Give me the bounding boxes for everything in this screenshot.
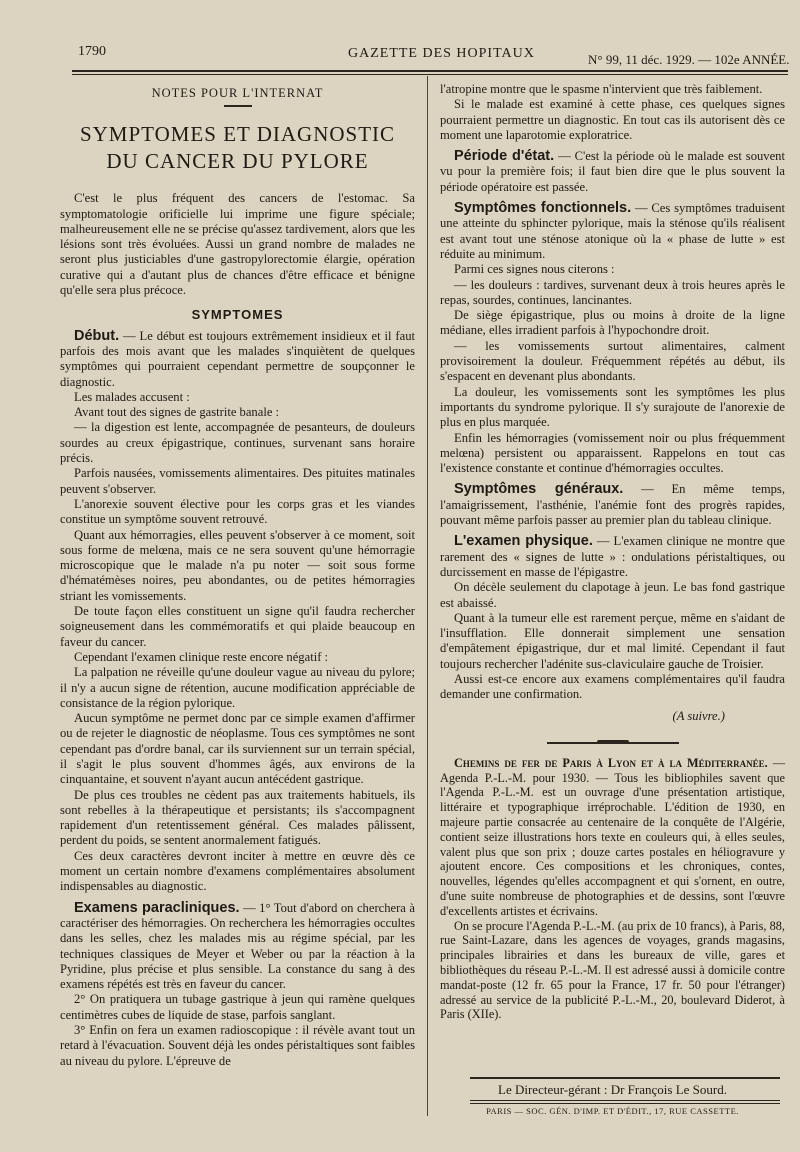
announcement-paragraph-2: On se procure l'Agenda P.-L.-M. (au prix de 10 francs), à Paris, 88, rue Saint-Lazare, dans les agences de voyages, grands magasins, principales librairies et dans les bureaux de ville, gares et bibliothèques du réseau P.-L.-M. Il est adressé aussi à domicile contre mandat-poste (12 fr. 65 pour la France, 17 fr. 50 pour l'étranger) adressé au service de la publicité P.-L.-M., 20, boulevard Diderot, à Paris (XIIe).: [440, 918, 785, 1022]
paragraph: Si le malade est examiné à cette phase, ces quelques signes pourraient permettre un diagnostic. En tout cas ils autorisent dès ce moment une laparotomie exploratrice.: [440, 97, 785, 142]
paragraph-fonctionnels: [440, 201, 785, 262]
paragraph: Aucun symptôme ne permet donc par ce simple examen d'affirmer ou de rejeter le diagnostic de néoplasme. Tous ces symptômes ne sont cependant pas d'ordre banal, car ils surviennent sur un terrain spécial, il s'agit le plus souvent d'hommes âgés, aux environs de la cinquantaine, et souvent n'ayant aucun antécédent gastrique.: [60, 711, 415, 787]
paragraph-examen-physique: [440, 534, 785, 580]
paragraph: La palpation ne réveille qu'une douleur vague au niveau du pylore; il n'y a aucun signe de rétention, aucune modification appréciable de consistance de la région pylorique.: [60, 665, 415, 710]
paragraph: l'atropine montre que le spasme n'intervient que très faiblement.: [440, 82, 763, 96]
intro-paragraph: C'est le plus fréquent des cancers de l'estomac. Sa symptomatologie orificielle lui imprime une figure spéciale; malheureusement elle ne se précise qu'assez tardivement, alors que les lésions sont très évoluées. Aussi un grand nombre de malades ne seront plus justiciables d'une gastropylorectomie élargie, opération curative qui a d'autant plus de chances d'être efficace et bénigne qu'elle sera plus précoce.: [60, 191, 415, 298]
ornamental-divider: [547, 742, 679, 744]
paragraph: La douleur, les vomissements sont les symptômes les plus importants du syndrome pylorique. Il s'y surajoute de l'anorexie de plus en plus marquée.: [440, 384, 785, 430]
text-fonctionnels: — Ces symptômes traduisent une atteinte du sphincter pylorique, mais la sténose qu'ils réalisent est avant tout une sténose atonique où la « phase de lutte » est réduite au minimum.: [440, 201, 786, 261]
paragraph: Ces deux caractères devront inciter à mettre en œuvre dès ce moment un certain nombre d'examens complémentaires absolument indispensables au diagnostic.: [60, 848, 415, 894]
footer-rule: [470, 1077, 780, 1079]
paragraph: Avant tout des signes de gastrite banale :: [74, 405, 280, 420]
paragraph: 2° On pratiquera un tubage gastrique à jeun qui ramène quelques centimètres cubes de liquide de stase, parfois sanglant.: [60, 992, 415, 1022]
column-divider: [427, 76, 428, 1116]
footer-rule-thin: [470, 1100, 780, 1101]
paragraph: De plus ces troubles ne cèdent pas aux traitements habituels, ils sont rebelles à la thérapeutique et persistants; ils s'accompagnent rapidement d'un retentissement général. Ces malades pâlissent, perdent du poids, se sentent anormalement fatigués.: [60, 787, 415, 848]
paragraph: — les douleurs : tardives, survenant deux à trois heures après le repas, sourdes, continues, lancinantes.: [440, 277, 785, 307]
issue-info: N° 99, 11 déc. 1929. — 102e ANNÉE.: [588, 52, 790, 67]
paragraph: 3° Enfin on fera un examen radioscopique : il révèle avant tout un retard à l'évacuation. Souvent déjà les ondes péristaltiques sont faibles au niveau du pylore. L'épreuve de: [60, 1023, 415, 1068]
paragraph: — les vomissements surtout alimentaires, calment provisoirement la douleur. Fréquemment répétés au début, ils s'espacent en devenant plus abondants.: [440, 338, 785, 384]
to-be-continued: (A suivre.): [672, 708, 725, 723]
director-line: Le Directeur-gérant : Dr François Le Sourd.: [498, 1082, 727, 1097]
announcement-paragraph: [440, 756, 785, 919]
lead-fonctionnels: Symptômes fonctionnels.: [454, 200, 632, 217]
paragraph: Quant à la tumeur elle est rarement perçue, même en s'aidant de l'insufflation. Elle donnerait simplement une sensation d'empâtement épigastrique, dur et mal limité. Cependant il faut toujours rechercher l'adénite sus-claviculaire gauche de Troisier.: [440, 610, 785, 671]
paragraph: Quant aux hémorragies, elles peuvent s'observer à ce moment, soit sous forme de melœna, mais ce ne sera souvent qu'une hémorragie microscopique que le malade n'a pu noter — soit sous forme d'hématémèses noires, peu abondantes, ou de petites hémorragies striant les vomissements.: [60, 527, 415, 603]
paragraph: Aussi est-ce encore aux examens complémentaires qu'il faudra demander une confirmation.: [440, 671, 785, 702]
text-periode: — C'est la période où le malade est souvent vu pour la première fois; il faut bien dire que le plus souvent la période opératoire est passée.: [440, 149, 785, 194]
paragraph: De siège épigastrique, plus ou moins à droite de la ligne médiane, elles irradient parfois à l'hypochondre droit.: [440, 308, 785, 338]
paragraph: Cependant l'examen clinique reste encore négatif :: [74, 649, 329, 664]
journal-title: GAZETTE DES HOPITAUX: [348, 46, 535, 61]
printer-line: PARIS — SOC. GÉN. D'IMP. ET D'ÉDIT., 17, RUE CASSETTE.: [486, 1106, 739, 1116]
lead-periode: Période d'état.: [454, 148, 555, 165]
text-examens: — 1° Tout d'abord on cherchera à caractériser des hémorragies. On recherchera les hémorragies occultes dans les selles, chez les malades mis au régime spécial, par les techniques classiques de Meyer et Weber ou par la réaction à la Pyridine, plus précise et plus sensible. La constance du sang à des examens répétés est très en faveur du cancer.: [60, 900, 415, 992]
right-column: [440, 82, 785, 1022]
paragraph: — la digestion est lente, accompagnée de pesanteurs, de douleurs sourdes au creux épigastrique, continues, survenant sans horaire précis.: [60, 420, 415, 466]
header-rule: [72, 70, 788, 72]
header-rule-thin: [72, 74, 788, 75]
paragraph-generaux: [440, 482, 785, 528]
article-title-line1: SYMPTOMES ET DIAGNOSTIC: [79, 122, 396, 147]
paragraph-examens: [60, 901, 415, 993]
title-rule: [224, 105, 252, 107]
section-heading: SYMPTOMES: [191, 307, 284, 323]
paragraph: Parmi ces signes nous citerons :: [454, 262, 615, 277]
announcement-heading: Chemins de fer de Paris à Lyon et à la Méditerranée.: [454, 755, 768, 770]
section-label: NOTES POUR L'INTERNAT: [151, 86, 324, 100]
paragraph: On décèle seulement du clapotage à jeun. Le bas fond gastrique est abaissé.: [440, 580, 785, 610]
page-number: 1790: [78, 44, 106, 59]
paragraph-debut: [60, 329, 415, 390]
lead-generaux: Symptômes généraux.: [454, 481, 624, 498]
text-generaux: — En même temps, l'amaigrissement, l'asthénie, l'anémie font des progrès rapides, pouvant même parfois passer au premier plan du tableau clinique.: [440, 482, 785, 528]
text-examen-physique: — L'examen clinique ne montre que rarement des « signes de lutte » : ondulations péristaltiques, ou durcissement en masse de l'épigastre.: [440, 534, 785, 579]
text-debut: — Le début est toujours extrêmement insidieux et il faut parfois des mois avant que les malades s'inquiètent de quelques symptômes qui pourraient cependant permettre de soupçonner le diagnostic.: [60, 328, 415, 389]
paragraph: Les malades accusent :: [74, 389, 190, 404]
left-column: [60, 82, 415, 1069]
paragraph: L'anorexie souvent élective pour les corps gras et les viandes constitue un symptôme souvent retrouvé.: [60, 496, 415, 527]
article-title-line2: DU CANCER DU PYLORE: [106, 149, 369, 174]
paragraph: De toute façon elles constituent un signe qu'il faudra rechercher soigneusement dans les commémoratifs et qui plaide beaucoup en faveur du cancer.: [60, 604, 415, 649]
article-title: [60, 121, 415, 175]
paragraph-periode: [440, 149, 785, 195]
announcement: [440, 756, 785, 1022]
lead-examen-physique: L'examen physique.: [454, 533, 593, 550]
lead-examens: Examens paracliniques.: [74, 899, 240, 916]
lead-debut: Début.: [74, 327, 120, 344]
paragraph: Parfois nausées, vomissements alimentaires. Des pituites matinales peuvent s'observer.: [60, 466, 415, 496]
footer-rule-thin-2: [470, 1103, 780, 1104]
paragraph: Enfin les hémorragies (vomissement noir ou plus fréquemment melœna) persistent ou apparaissent. Rappelons en tout cas l'existence constante et continue d'hémorragies occultes.: [440, 430, 785, 476]
announcement-text: — Agenda P.-L.-M. pour 1930. — Tous les bibliophiles savent que l'Agenda P.-L.-M. est un ouvrage d'une présentation artistique, littéraire et typographique irréprochable. L'édition de 1930, en majeure partie consacrée au centenaire de la conquête de l'Algérie, contient seize illustrations hors texte en couleurs qui, à elles seules, valent plus que son prix ; douze cartes postales en héliogravure y ajoutent encore. Ces compositions et les chroniques, contes, nouvelles, légendes qu'elles accompagnent et qui s'ornent, en outre, d'une suite nombreuse de photographies et de dessins, sont l'œuvre d'excellents artistes et écrivains.: [440, 755, 785, 918]
page-header: [70, 44, 790, 72]
